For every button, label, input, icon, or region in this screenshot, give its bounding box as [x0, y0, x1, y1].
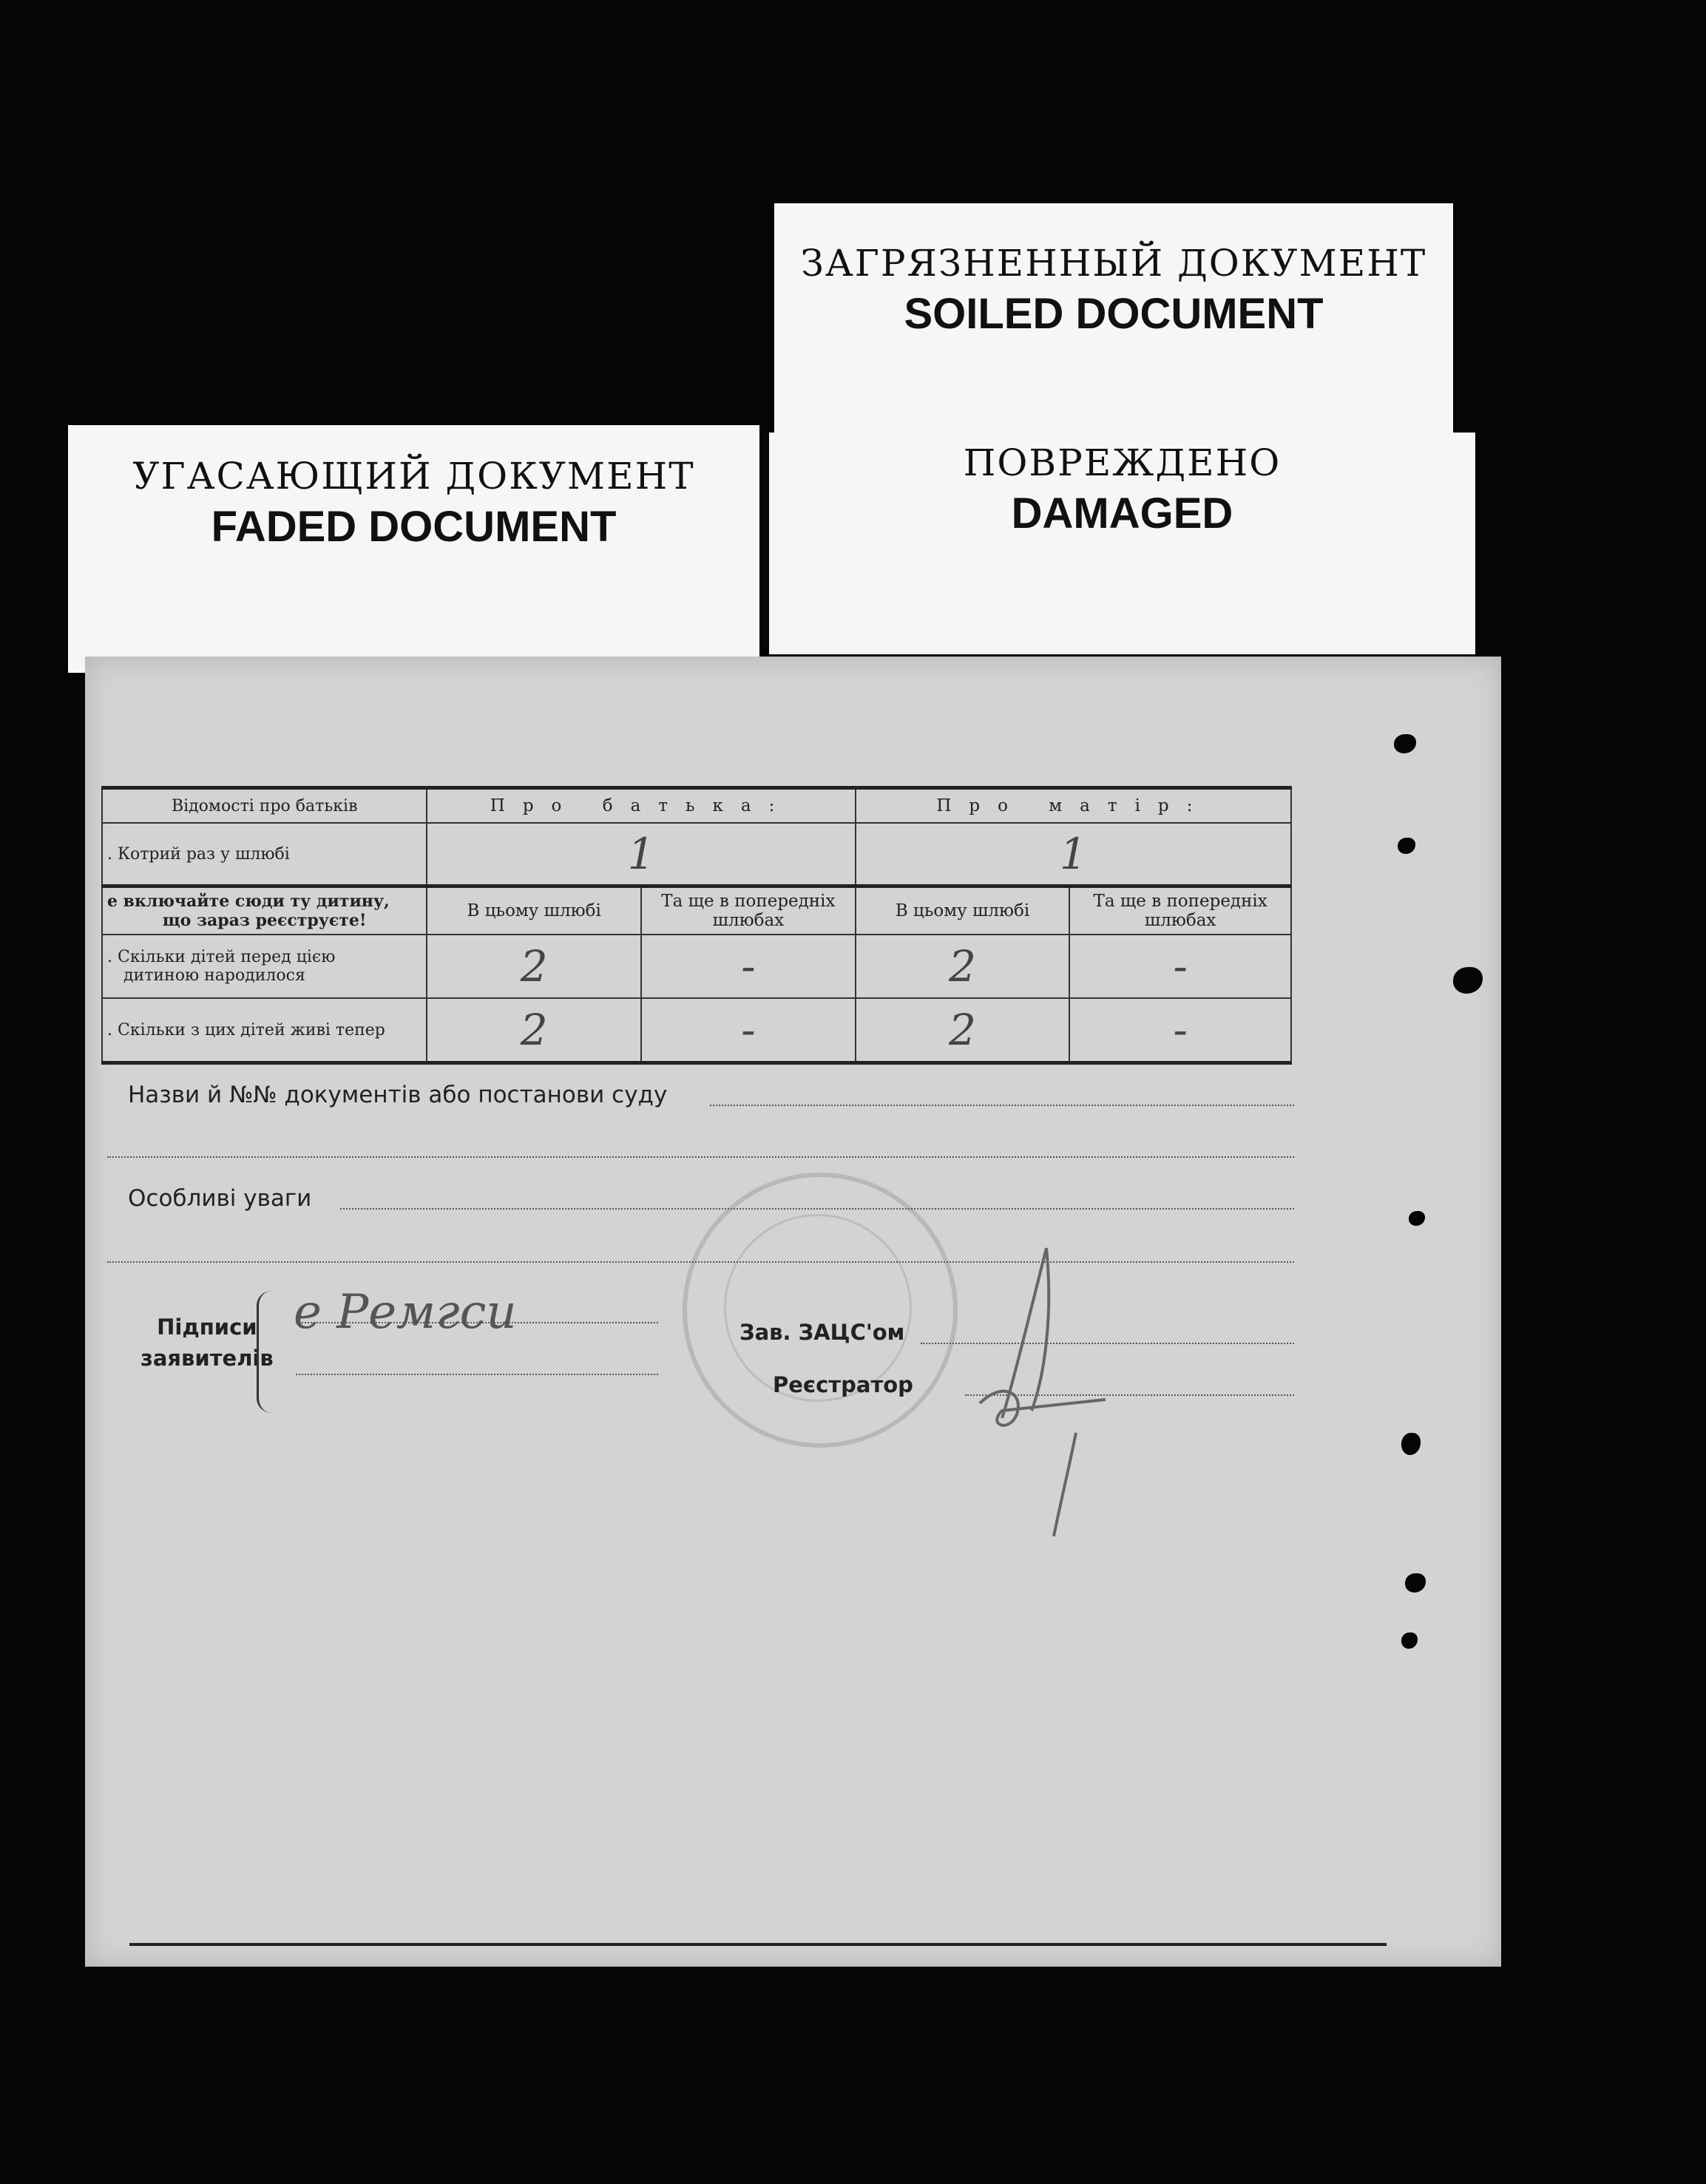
soiled-document-card: [774, 203, 1453, 433]
signature-line-2: [296, 1374, 658, 1375]
father-children-alive-prev: -: [641, 998, 856, 1063]
label-marriage-count: . Котрий раз у шлюбі: [102, 823, 427, 886]
punch-hole: [1394, 734, 1416, 753]
note-line-1: е включайте сюди ту дитину,: [107, 892, 390, 911]
damaged-label-en: DAMAGED: [1011, 489, 1233, 537]
registrar-signature-scribble: [958, 1233, 1150, 1544]
parents-info-table: [101, 786, 1292, 1065]
note-line-2: що зараз реєструєте!: [162, 911, 367, 930]
header-parents-info: Відомості про батьків: [102, 788, 427, 824]
signatures-label-line-1: Підписи: [157, 1315, 257, 1340]
father-marriage-count: 1: [427, 823, 855, 886]
punch-hole: [1409, 1211, 1425, 1226]
official-stamp: [683, 1173, 958, 1448]
mother-marriage-count: 1: [856, 823, 1291, 886]
signatures-label: [141, 1315, 274, 1371]
registration-form-sheet: [85, 657, 1501, 1967]
father-children-before-prev: -: [641, 935, 856, 998]
soiled-label-en: SOILED DOCUMENT: [904, 290, 1324, 338]
registrar-label: Реєстратор: [773, 1372, 913, 1397]
punch-hole: [1398, 838, 1415, 854]
documents-label: Назви й №№ документів або постанови суду: [128, 1082, 668, 1108]
head-of-registry-label: Зав. ЗАЦС'ом: [739, 1320, 905, 1345]
header-father: Про батька:: [427, 788, 855, 824]
col-father-previous: Та ще в попередніх шлюбах: [641, 886, 856, 935]
damaged-label-ru: ПОВРЕЖДЕНО: [963, 441, 1282, 484]
signatures-label-line-2: заявителів: [141, 1346, 274, 1371]
label-children-alive: . Скільки з цих дітей живі тепер: [102, 998, 427, 1063]
father-children-alive-this: 2: [427, 998, 641, 1063]
note-exclude-child: [102, 886, 427, 935]
faded-label-ru: УГАСАЮЩИЙ ДОКУМЕНТ: [132, 455, 695, 498]
mother-children-alive-this: 2: [856, 998, 1070, 1063]
punch-hole: [1405, 1573, 1426, 1593]
faded-document-card: [68, 425, 759, 673]
remarks-label: Особливі уваги: [128, 1185, 312, 1212]
punch-hole: [1401, 1632, 1418, 1649]
signature-line-1: [296, 1322, 658, 1323]
faded-label-en: FADED DOCUMENT: [211, 503, 617, 551]
col-mother-previous: Та ще в попередніх шлюбах: [1069, 886, 1291, 935]
children-before-line-1: . Скільки дітей перед цією: [107, 948, 336, 966]
mother-children-before-this: 2: [856, 935, 1070, 998]
label-children-before: [102, 935, 427, 998]
header-mother: Про матір:: [856, 788, 1291, 824]
bottom-rule: [129, 1943, 1387, 1946]
punch-hole: [1453, 967, 1483, 994]
father-children-before-this: 2: [427, 935, 641, 998]
damaged-document-card: [769, 433, 1475, 654]
signatures-brace: [257, 1291, 281, 1413]
applicant-signature: e Ремгси: [294, 1285, 517, 1340]
documents-line-2: [107, 1156, 1294, 1158]
mother-children-alive-prev: -: [1069, 998, 1291, 1063]
col-father-this-marriage: В цьому шлюбі: [427, 886, 641, 935]
soiled-label-ru: ЗАГРЯЗНЕННЫЙ ДОКУМЕНТ: [800, 242, 1427, 285]
documents-line: [710, 1105, 1294, 1106]
children-before-line-2: дитиною народилося: [123, 966, 305, 985]
mother-children-before-prev: -: [1069, 935, 1291, 998]
col-mother-this-marriage: В цьому шлюбі: [856, 886, 1070, 935]
punch-hole: [1401, 1433, 1421, 1455]
